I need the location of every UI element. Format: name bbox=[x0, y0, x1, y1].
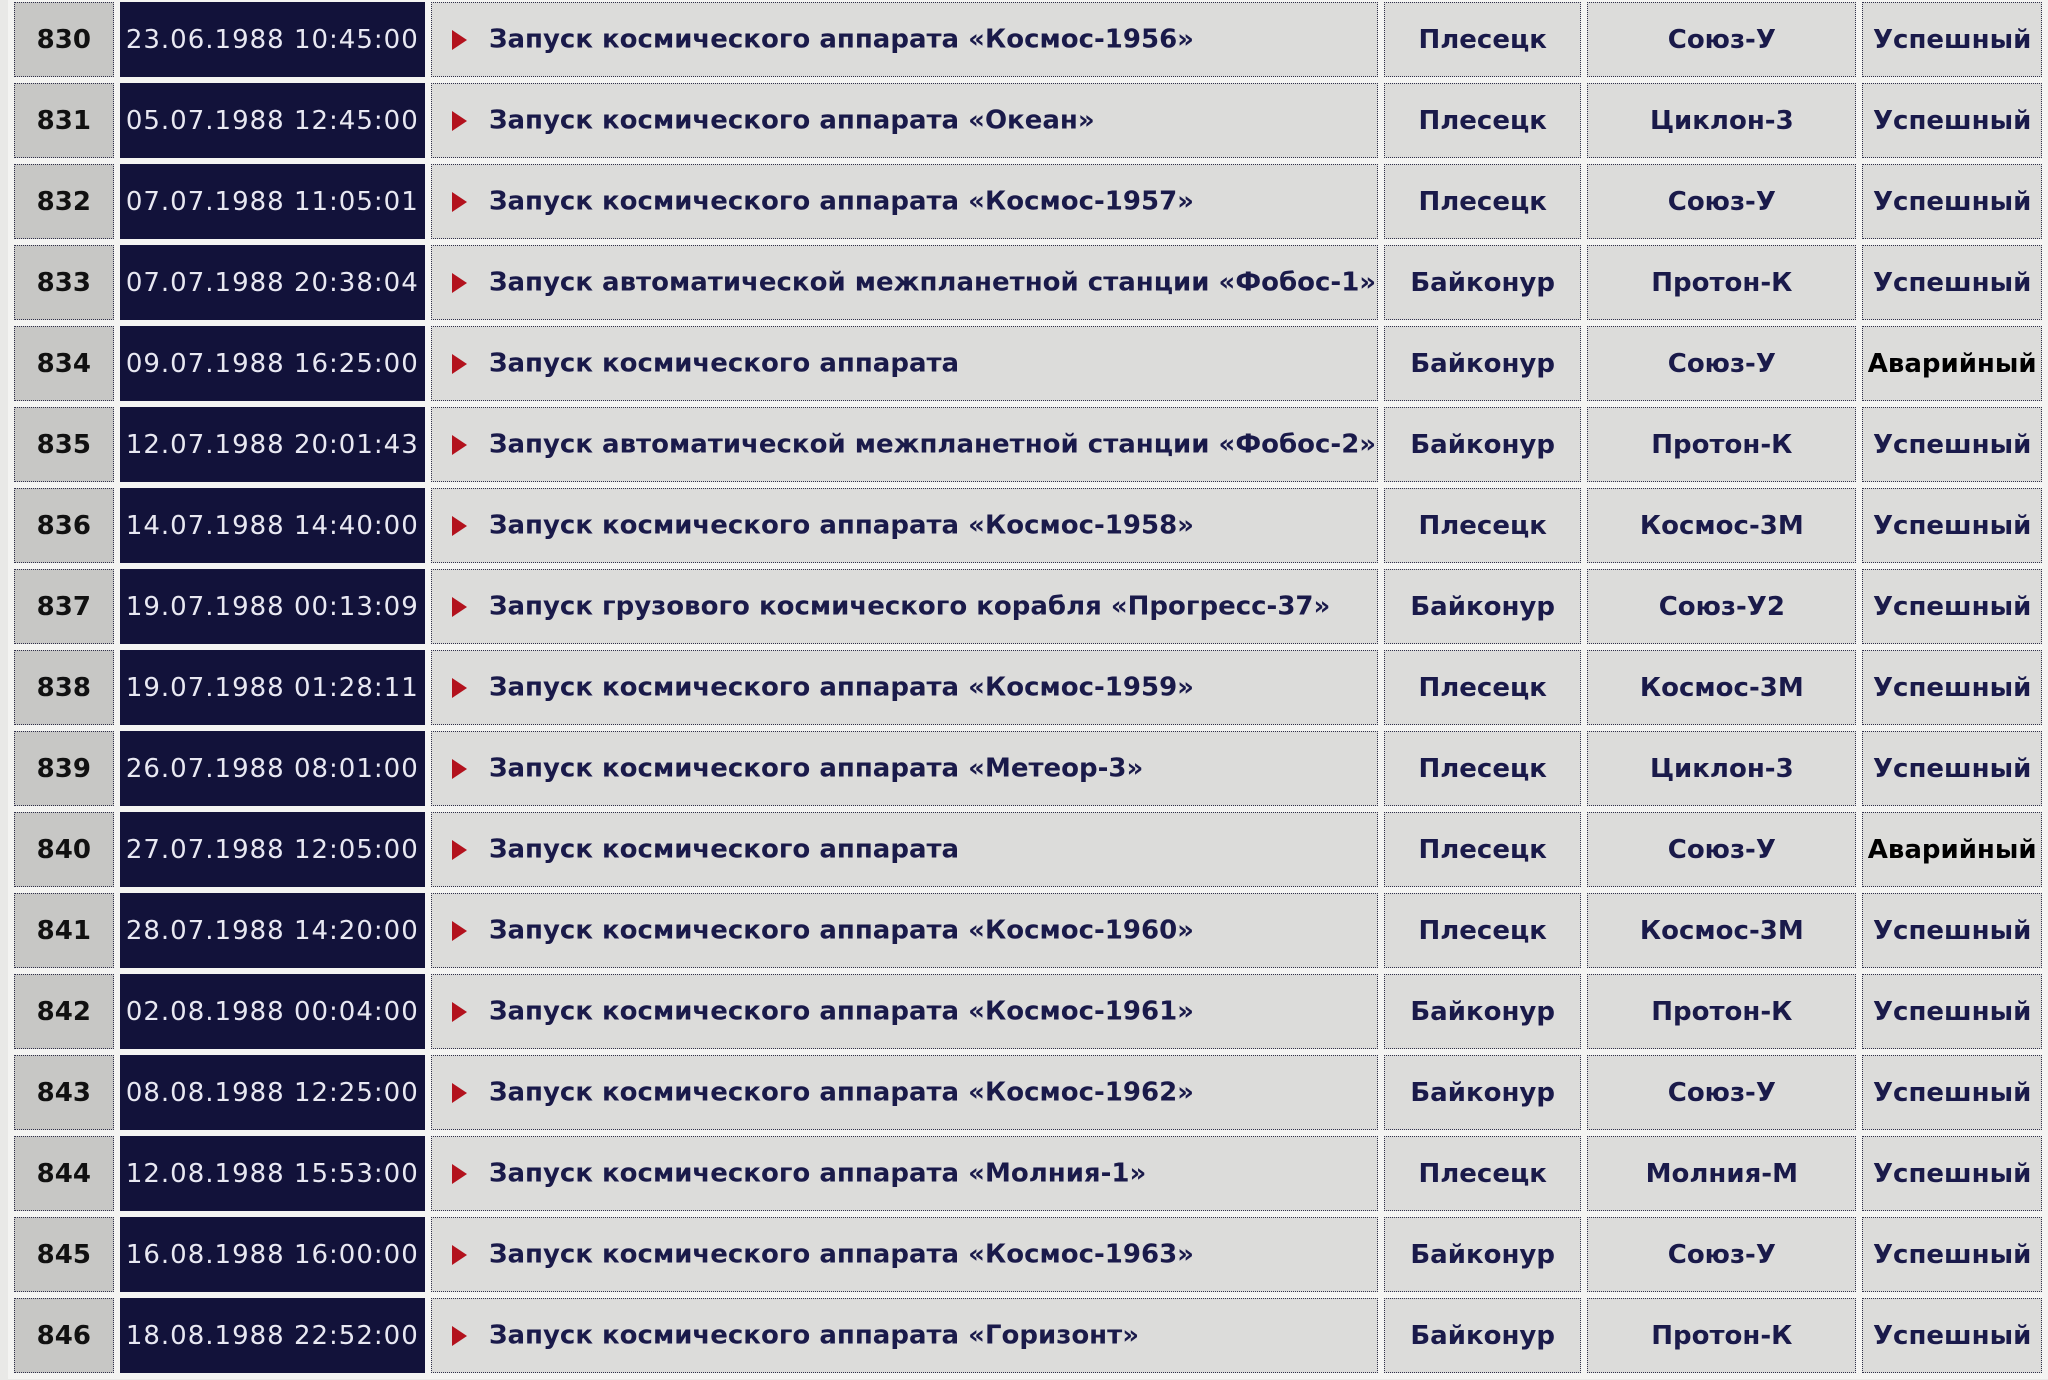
row-number-cell: 832 bbox=[14, 164, 114, 239]
status-cell: Успешный bbox=[1862, 164, 2042, 239]
rocket-cell: Космос-3М bbox=[1587, 893, 1856, 968]
launch-title: Запуск грузового космического корабля «Прогресс-37» bbox=[488, 591, 1331, 622]
row-number-cell: 835 bbox=[14, 407, 114, 482]
table-row bbox=[14, 1136, 2042, 1211]
launch-description-cell[interactable] bbox=[431, 83, 1378, 158]
launch-description-cell[interactable] bbox=[431, 488, 1378, 563]
launch-title: Запуск космического аппарата bbox=[488, 348, 960, 379]
rocket-cell: Союз-У bbox=[1587, 164, 1856, 239]
launch-site-cell: Байконур bbox=[1384, 569, 1581, 644]
red-triangle-bullet-icon bbox=[452, 354, 467, 374]
row-number-cell: 839 bbox=[14, 731, 114, 806]
launch-title: Запуск космического аппарата «Горизонт» bbox=[488, 1320, 1140, 1351]
launch-datetime-cell: 09.07.1988 16:25:00 bbox=[120, 326, 425, 401]
launch-description-cell[interactable] bbox=[431, 164, 1378, 239]
launch-site-cell: Байконур bbox=[1384, 974, 1581, 1049]
red-triangle-bullet-icon bbox=[452, 111, 467, 131]
red-triangle-bullet-icon bbox=[452, 678, 467, 698]
launch-site-cell: Байконур bbox=[1384, 326, 1581, 401]
launch-title: Запуск космического аппарата «Молния-1» bbox=[488, 1158, 1147, 1189]
launch-title: Запуск автоматической межпланетной станции «Фобос-2» bbox=[488, 429, 1377, 460]
launch-description-cell[interactable] bbox=[431, 1136, 1378, 1211]
table-row bbox=[14, 164, 2042, 239]
launch-site-cell: Плесецк bbox=[1384, 1136, 1581, 1211]
red-triangle-bullet-icon bbox=[452, 30, 467, 50]
rocket-cell: Космос-3М bbox=[1587, 650, 1856, 725]
table-row bbox=[14, 326, 2042, 401]
launch-datetime-cell: 23.06.1988 10:45:00 bbox=[120, 2, 425, 77]
launch-description-cell[interactable] bbox=[431, 731, 1378, 806]
launch-title: Запуск космического аппарата bbox=[488, 834, 960, 865]
row-number-cell: 843 bbox=[14, 1055, 114, 1130]
status-cell: Успешный bbox=[1862, 650, 2042, 725]
launch-title: Запуск космического аппарата «Космос-1961» bbox=[488, 996, 1194, 1027]
launch-site-cell: Плесецк bbox=[1384, 893, 1581, 968]
launch-description-cell[interactable] bbox=[431, 569, 1378, 644]
launch-title: Запуск космического аппарата «Космос-1962» bbox=[488, 1077, 1194, 1108]
red-triangle-bullet-icon bbox=[452, 273, 467, 293]
red-triangle-bullet-icon bbox=[452, 1326, 467, 1346]
launch-site-cell: Плесецк bbox=[1384, 2, 1581, 77]
launch-datetime-cell: 14.07.1988 14:40:00 bbox=[120, 488, 425, 563]
launch-datetime-cell: 28.07.1988 14:20:00 bbox=[120, 893, 425, 968]
status-cell: Аварийный bbox=[1862, 812, 2042, 887]
status-cell: Успешный bbox=[1862, 569, 2042, 644]
launch-description-cell[interactable] bbox=[431, 1217, 1378, 1292]
rocket-cell: Союз-У bbox=[1587, 2, 1856, 77]
table-row bbox=[14, 1217, 2042, 1292]
table-row bbox=[14, 83, 2042, 158]
status-cell: Успешный bbox=[1862, 2, 2042, 77]
launch-site-cell: Плесецк bbox=[1384, 488, 1581, 563]
table-row bbox=[14, 731, 2042, 806]
rocket-cell: Циклон-3 bbox=[1587, 83, 1856, 158]
red-triangle-bullet-icon bbox=[452, 192, 467, 212]
red-triangle-bullet-icon bbox=[452, 516, 467, 536]
launch-title: Запуск космического аппарата «Космос-1963» bbox=[488, 1239, 1194, 1270]
launch-datetime-cell: 12.07.1988 20:01:43 bbox=[120, 407, 425, 482]
row-number-cell: 841 bbox=[14, 893, 114, 968]
launch-description-cell[interactable] bbox=[431, 1055, 1378, 1130]
red-triangle-bullet-icon bbox=[452, 1083, 467, 1103]
table-row bbox=[14, 974, 2042, 1049]
table-row bbox=[14, 650, 2042, 725]
status-cell: Успешный bbox=[1862, 83, 2042, 158]
status-cell: Успешный bbox=[1862, 1298, 2042, 1373]
launch-title: Запуск космического аппарата «Космос-1956» bbox=[488, 24, 1194, 55]
launch-description-cell[interactable] bbox=[431, 2, 1378, 77]
launch-title: Запуск космического аппарата «Метеор-3» bbox=[488, 753, 1144, 784]
launch-datetime-cell: 07.07.1988 20:38:04 bbox=[120, 245, 425, 320]
launch-site-cell: Байконур bbox=[1384, 1217, 1581, 1292]
launch-datetime-cell: 19.07.1988 00:13:09 bbox=[120, 569, 425, 644]
row-number-cell: 834 bbox=[14, 326, 114, 401]
row-number-cell: 840 bbox=[14, 812, 114, 887]
launch-site-cell: Плесецк bbox=[1384, 650, 1581, 725]
rocket-cell: Молния-М bbox=[1587, 1136, 1856, 1211]
launch-description-cell[interactable] bbox=[431, 407, 1378, 482]
status-cell: Успешный bbox=[1862, 974, 2042, 1049]
launch-description-cell[interactable] bbox=[431, 974, 1378, 1049]
launch-datetime-cell: 07.07.1988 11:05:01 bbox=[120, 164, 425, 239]
launch-table bbox=[8, 0, 2048, 1379]
launch-title: Запуск космического аппарата «Космос-1959» bbox=[488, 672, 1194, 703]
launch-description-cell[interactable] bbox=[431, 650, 1378, 725]
status-cell: Успешный bbox=[1862, 893, 2042, 968]
red-triangle-bullet-icon bbox=[452, 597, 467, 617]
launch-site-cell: Плесецк bbox=[1384, 812, 1581, 887]
table-row bbox=[14, 245, 2042, 320]
red-triangle-bullet-icon bbox=[452, 1002, 467, 1022]
launch-datetime-cell: 02.08.1988 00:04:00 bbox=[120, 974, 425, 1049]
red-triangle-bullet-icon bbox=[452, 840, 467, 860]
launch-datetime-cell: 16.08.1988 16:00:00 bbox=[120, 1217, 425, 1292]
rocket-cell: Союз-У bbox=[1587, 1217, 1856, 1292]
row-number-cell: 833 bbox=[14, 245, 114, 320]
status-cell: Успешный bbox=[1862, 245, 2042, 320]
launch-datetime-cell: 08.08.1988 12:25:00 bbox=[120, 1055, 425, 1130]
status-cell: Успешный bbox=[1862, 1217, 2042, 1292]
rocket-cell: Союз-У bbox=[1587, 1055, 1856, 1130]
table-row bbox=[14, 407, 2042, 482]
status-cell: Успешный bbox=[1862, 1055, 2042, 1130]
table-row bbox=[14, 893, 2042, 968]
launch-description-cell[interactable] bbox=[431, 893, 1378, 968]
rocket-cell: Союз-У2 bbox=[1587, 569, 1856, 644]
table-row bbox=[14, 812, 2042, 887]
row-number-cell: 846 bbox=[14, 1298, 114, 1373]
status-cell: Успешный bbox=[1862, 407, 2042, 482]
table-row bbox=[14, 569, 2042, 644]
red-triangle-bullet-icon bbox=[452, 1164, 467, 1184]
rocket-cell: Протон-К bbox=[1587, 1298, 1856, 1373]
launch-site-cell: Байконур bbox=[1384, 1298, 1581, 1373]
launch-site-cell: Байконур bbox=[1384, 245, 1581, 320]
status-cell: Аварийный bbox=[1862, 326, 2042, 401]
launch-site-cell: Плесецк bbox=[1384, 164, 1581, 239]
table-row bbox=[14, 1298, 2042, 1373]
rocket-cell: Союз-У bbox=[1587, 812, 1856, 887]
launch-site-cell: Байконур bbox=[1384, 407, 1581, 482]
status-cell: Успешный bbox=[1862, 488, 2042, 563]
launch-description-cell[interactable] bbox=[431, 326, 1378, 401]
row-number-cell: 844 bbox=[14, 1136, 114, 1211]
rocket-cell: Протон-К bbox=[1587, 407, 1856, 482]
launch-site-cell: Плесецк bbox=[1384, 731, 1581, 806]
launch-table-body bbox=[14, 2, 2042, 1373]
launch-datetime-cell: 12.08.1988 15:53:00 bbox=[120, 1136, 425, 1211]
status-cell: Успешный bbox=[1862, 1136, 2042, 1211]
launch-datetime-cell: 05.07.1988 12:45:00 bbox=[120, 83, 425, 158]
rocket-cell: Протон-К bbox=[1587, 245, 1856, 320]
launch-datetime-cell: 27.07.1988 12:05:00 bbox=[120, 812, 425, 887]
launch-datetime-cell: 18.08.1988 22:52:00 bbox=[120, 1298, 425, 1373]
launch-description-cell[interactable] bbox=[431, 812, 1378, 887]
row-number-cell: 845 bbox=[14, 1217, 114, 1292]
row-number-cell: 837 bbox=[14, 569, 114, 644]
table-row bbox=[14, 488, 2042, 563]
launch-description-cell[interactable] bbox=[431, 245, 1378, 320]
rocket-cell: Циклон-3 bbox=[1587, 731, 1856, 806]
launch-title: Запуск автоматической межпланетной станции «Фобос-1» bbox=[488, 267, 1377, 298]
row-number-cell: 838 bbox=[14, 650, 114, 725]
red-triangle-bullet-icon bbox=[452, 759, 467, 779]
red-triangle-bullet-icon bbox=[452, 1245, 467, 1265]
red-triangle-bullet-icon bbox=[452, 921, 467, 941]
launch-title: Запуск космического аппарата «Космос-1957» bbox=[488, 186, 1194, 217]
row-number-cell: 836 bbox=[14, 488, 114, 563]
launch-site-cell: Байконур bbox=[1384, 1055, 1581, 1130]
launch-title: Запуск космического аппарата «Океан» bbox=[488, 105, 1095, 136]
rocket-cell: Протон-К bbox=[1587, 974, 1856, 1049]
launch-title: Запуск космического аппарата «Космос-1958» bbox=[488, 510, 1194, 541]
status-cell: Успешный bbox=[1862, 731, 2042, 806]
rocket-cell: Союз-У bbox=[1587, 326, 1856, 401]
launch-datetime-cell: 19.07.1988 01:28:11 bbox=[120, 650, 425, 725]
red-triangle-bullet-icon bbox=[452, 435, 467, 455]
launch-site-cell: Плесецк bbox=[1384, 83, 1581, 158]
launch-title: Запуск космического аппарата «Космос-1960» bbox=[488, 915, 1194, 946]
launch-description-cell[interactable] bbox=[431, 1298, 1378, 1373]
row-number-cell: 831 bbox=[14, 83, 114, 158]
table-row bbox=[14, 1055, 2042, 1130]
row-number-cell: 830 bbox=[14, 2, 114, 77]
launch-datetime-cell: 26.07.1988 08:01:00 bbox=[120, 731, 425, 806]
table-row bbox=[14, 2, 2042, 77]
rocket-cell: Космос-3М bbox=[1587, 488, 1856, 563]
row-number-cell: 842 bbox=[14, 974, 114, 1049]
